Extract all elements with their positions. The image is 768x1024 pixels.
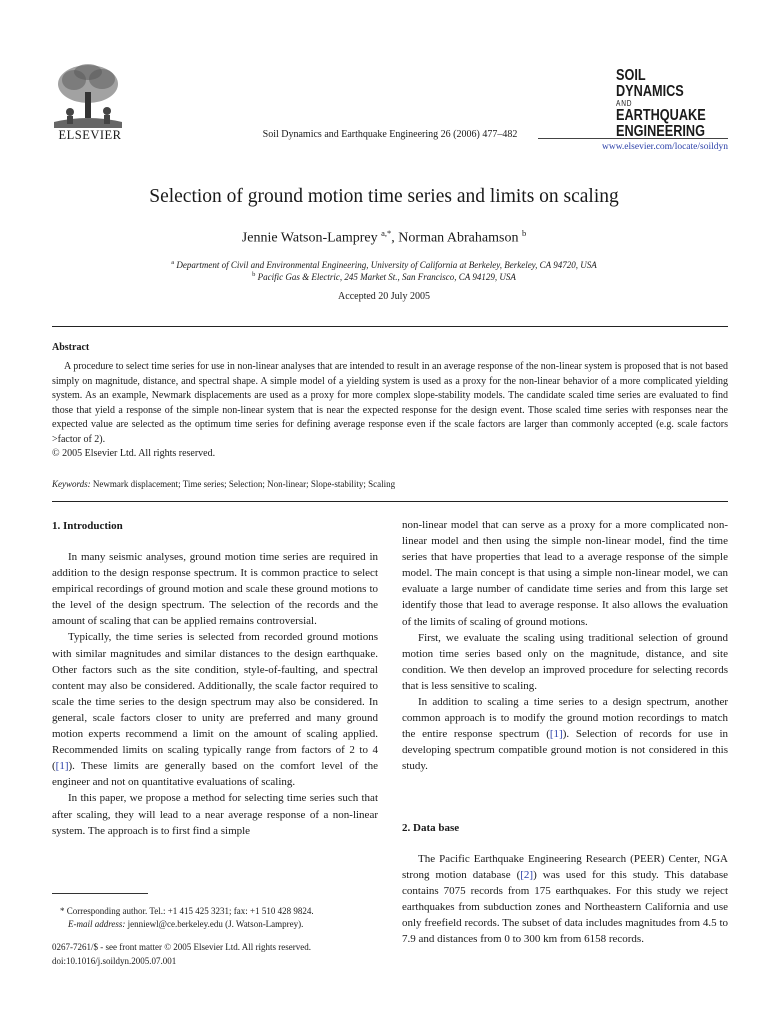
elsevier-tree-logo: [52, 62, 124, 128]
corresponding-author-line: * Corresponding author. Tel.: +1 415 425 3231; fax: +1 510 428 9824.: [60, 906, 314, 916]
citation-link-1b[interactable]: [1]: [549, 728, 563, 741]
header-divider: [538, 138, 728, 139]
right-column: [402, 517, 728, 775]
journal-title-line2: EARTHQUAKE: [616, 107, 706, 124]
journal-title-and: AND: [616, 99, 633, 108]
intro-paragraph-5-a: In addition to scaling a time series to a design spectrum, another common approach is to modify the ground motion recordings to match the entire response spectrum (: [402, 696, 728, 741]
author-separator: ,: [391, 230, 399, 246]
keywords-text: Newmark displacement; Time series; Selection; Non-linear; Slope-stability; Scaling: [90, 479, 396, 489]
publisher-name: ELSEVIER: [58, 128, 122, 142]
keywords-label: Keywords:: [52, 479, 91, 489]
intro-paragraph-5: [402, 694, 728, 774]
journal-url-link[interactable]: www.elsevier.com/locate/soildyn: [601, 142, 728, 152]
abstract-bottom-rule: [52, 501, 728, 502]
intro-paragraph-2: [52, 629, 378, 790]
affiliation-a-marker: a: [171, 259, 175, 266]
journal-title-line1: SOIL DYNAMICS: [616, 67, 684, 100]
abstract-text: A procedure to select time series for use in non-linear analyses that are intended to result in an average response of the non-linear system is proposed that is not based simply on magnitude, distance, and spectral shape. A simple model of a yielding system is used as a proxy for the non-linear behavior of a more complicated yielding system. As an example, Newmark displacements are used as a proxy for more complex slope-stability models. The candidate scaled time series are evaluated to find those that yield a response of the simple non-linear system that is near the expected response for the design event. Those scaled time series with responses near the expected value are selected as the optimum time series for defining average response even if the scale factors are larger than commonly accepted (e.g. scale factors >factor of 2).: [52, 361, 728, 445]
abstract-heading: Abstract: [52, 342, 90, 353]
author-2-marker[interactable]: b: [521, 228, 527, 238]
left-column: [52, 549, 378, 839]
footnote-rule: [52, 893, 148, 894]
intro-paragraph-4: First, we evaluate the scaling using traditional selection of ground motion time series based only on the magnitude, distance, and site condition. We then develop an improved procedure for selecting records that is less sensitive to scaling.: [402, 631, 728, 692]
paper-title: Selection of ground motion time series and limits on scaling: [149, 186, 619, 207]
citation-link-2[interactable]: [2]: [520, 869, 534, 882]
database-column: [402, 851, 728, 948]
journal-title-line3: ENGINEERING: [616, 123, 705, 140]
journal-title-logo: [616, 68, 706, 140]
intro-paragraph-1: In many seismic analyses, ground motion time series are required in addition to the design response spectrum. It is common practice to select empirical recordings of ground motion and scale these ground motions to the level of the design spectrum. The selection of the records and the amount of scaling that can be applied remains controversial.: [52, 551, 378, 628]
email-label: E-mail address:: [68, 918, 126, 929]
doi-line: doi:10.1016/j.soildyn.2005.07.001: [52, 956, 177, 966]
author-1: Jennie Watson-Lamprey: [241, 230, 378, 246]
database-paragraph-a: The Pacific Earthquake Engineering Research (PEER) Center, NGA strong motion database (: [402, 853, 728, 882]
citation-link-1[interactable]: [1]: [55, 760, 69, 773]
abstract-copyright: © 2005 Elsevier Ltd. All rights reserved.: [52, 448, 216, 459]
database-paragraph-b: ) was used for this study. This database contains 7075 records from 175 earthquakes. For this study we reject earthquakes from subduction zones and Northeastern California and use only freefield records. The subset of data includes magnitudes from 4.5 to 7.9 and distances from 0 to 300 km from 6158 records.: [402, 869, 728, 946]
intro-paragraph-3: In this paper, we propose a method for selecting time series such that after scaling, they will lead to a near average response of a non-linear system. The approach is to first find a simple: [52, 792, 378, 837]
email-line: [60, 918, 378, 931]
affiliation-a: [0, 259, 768, 270]
author-1-marker[interactable]: a,*: [381, 228, 392, 238]
intro-paragraph-2-a: Typically, the time series is selected from recorded ground motions with similar magnitudes and similar distances to the design earthquake. Other factors such as the site condition, style-of-faulting, and spectral content may also be considered. Additionally, the scale factor required to scale the time series to the design spectrum may also be considered. In general, scale factors closer to unity are preferred and many ground motion experts recommend a limit on the amount of scaling applied. Recommended limits on scaling typically range from factors of 2 to 4 (: [52, 631, 378, 773]
keywords: [52, 479, 728, 489]
email-address[interactable]: jenniewl@ce.berkeley.edu (J. Watson-Lamprey).: [125, 918, 304, 929]
affiliation-b-marker: b: [252, 271, 256, 278]
author-list: [0, 228, 768, 247]
affiliation-a-text: Department of Civil and Environmental Engineering, University of California at Berkeley, Berkeley, CA 94720, USA: [176, 260, 597, 270]
accepted-date: Accepted 20 July 2005: [338, 291, 430, 302]
issn-info: [52, 940, 311, 968]
database-paragraph: [402, 851, 728, 948]
issn-line: 0267-7261/$ - see front matter © 2005 Elsevier Ltd. All rights reserved.: [52, 942, 312, 952]
journal-reference: Soil Dynamics and Earthquake Engineering 26 (2006) 477–482: [262, 129, 518, 140]
affiliation-b: [0, 271, 768, 282]
author-2: Norman Abrahamson: [398, 230, 519, 246]
section-2-heading: 2. Data base: [402, 822, 460, 834]
affiliation-b-text: Pacific Gas & Electric, 245 Market St., San Francisco, CA 94129, USA: [257, 272, 516, 282]
abstract-top-rule: [52, 326, 728, 327]
intro-paragraph-continued: non-linear model that can serve as a proxy for a more complicated non-linear model and then using the simple non-linear model, find the time series that have properties that lead to a average response of the simple model. The main concept is that using a simple non-linear model, we can evaluate a large number of candidate time series and from this large set identify those that lead to average response. It also allows the evaluation of the limits of scaling of ground motions.: [402, 519, 728, 628]
intro-paragraph-2-b: ). These limits are generally based on the comfort level of the engineer and not on quantitative evaluations of scaling.: [52, 760, 378, 789]
intro-paragraph-5-b: ). Selection of records for use in developing spectrum compatible ground motion is not considered in this study.: [402, 728, 728, 773]
corresponding-author-footnote: [60, 905, 378, 930]
section-1-heading: 1. Introduction: [52, 520, 123, 532]
